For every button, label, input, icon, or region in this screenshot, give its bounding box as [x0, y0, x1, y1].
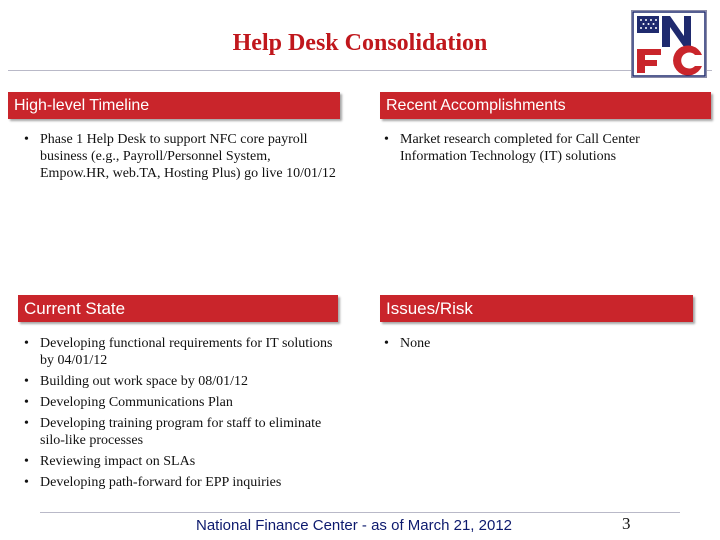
accomplishments-list: [382, 131, 710, 169]
list-item: • Phase 1 Help Desk to support NFC core payroll business (e.g., Payroll/Personnel System, Empow.HR, web.TA, Hosting Plus) go live 10/01/12: [22, 131, 340, 182]
timeline-list: [22, 131, 340, 186]
list-item: • None: [382, 335, 692, 352]
list-item: • Market research completed for Call Center Information Technology (IT) solutions: [382, 131, 710, 165]
title-divider: [8, 70, 712, 71]
current-state-list: [22, 335, 340, 495]
issues-list: [382, 335, 692, 356]
footer-divider: [40, 512, 680, 513]
list-item: • Developing Communications Plan: [22, 394, 340, 411]
accomplishments-header: Recent Accomplishments: [380, 92, 711, 119]
timeline-header: High-level Timeline: [8, 92, 340, 119]
footer-text: National Finance Center - as of March 21, 2012: [196, 517, 513, 534]
page-title: Help Desk Consolidation: [232, 30, 488, 56]
current-state-header: Current State: [18, 295, 338, 322]
issues-header: Issues/Risk: [380, 295, 693, 322]
list-item: • Developing training program for staff to eliminate silo-like processes: [22, 415, 340, 449]
list-item: • Building out work space by 08/01/12: [22, 373, 340, 390]
nfc-logo-graphic: [632, 11, 706, 77]
list-item: • Developing functional requirements for IT solutions by 04/01/12: [22, 335, 340, 369]
list-item: • Developing path-forward for EPP inquiries: [22, 474, 340, 491]
page-number: 3: [622, 514, 631, 533]
nfc-logo: [631, 10, 707, 78]
list-item: • Reviewing impact on SLAs: [22, 453, 340, 470]
